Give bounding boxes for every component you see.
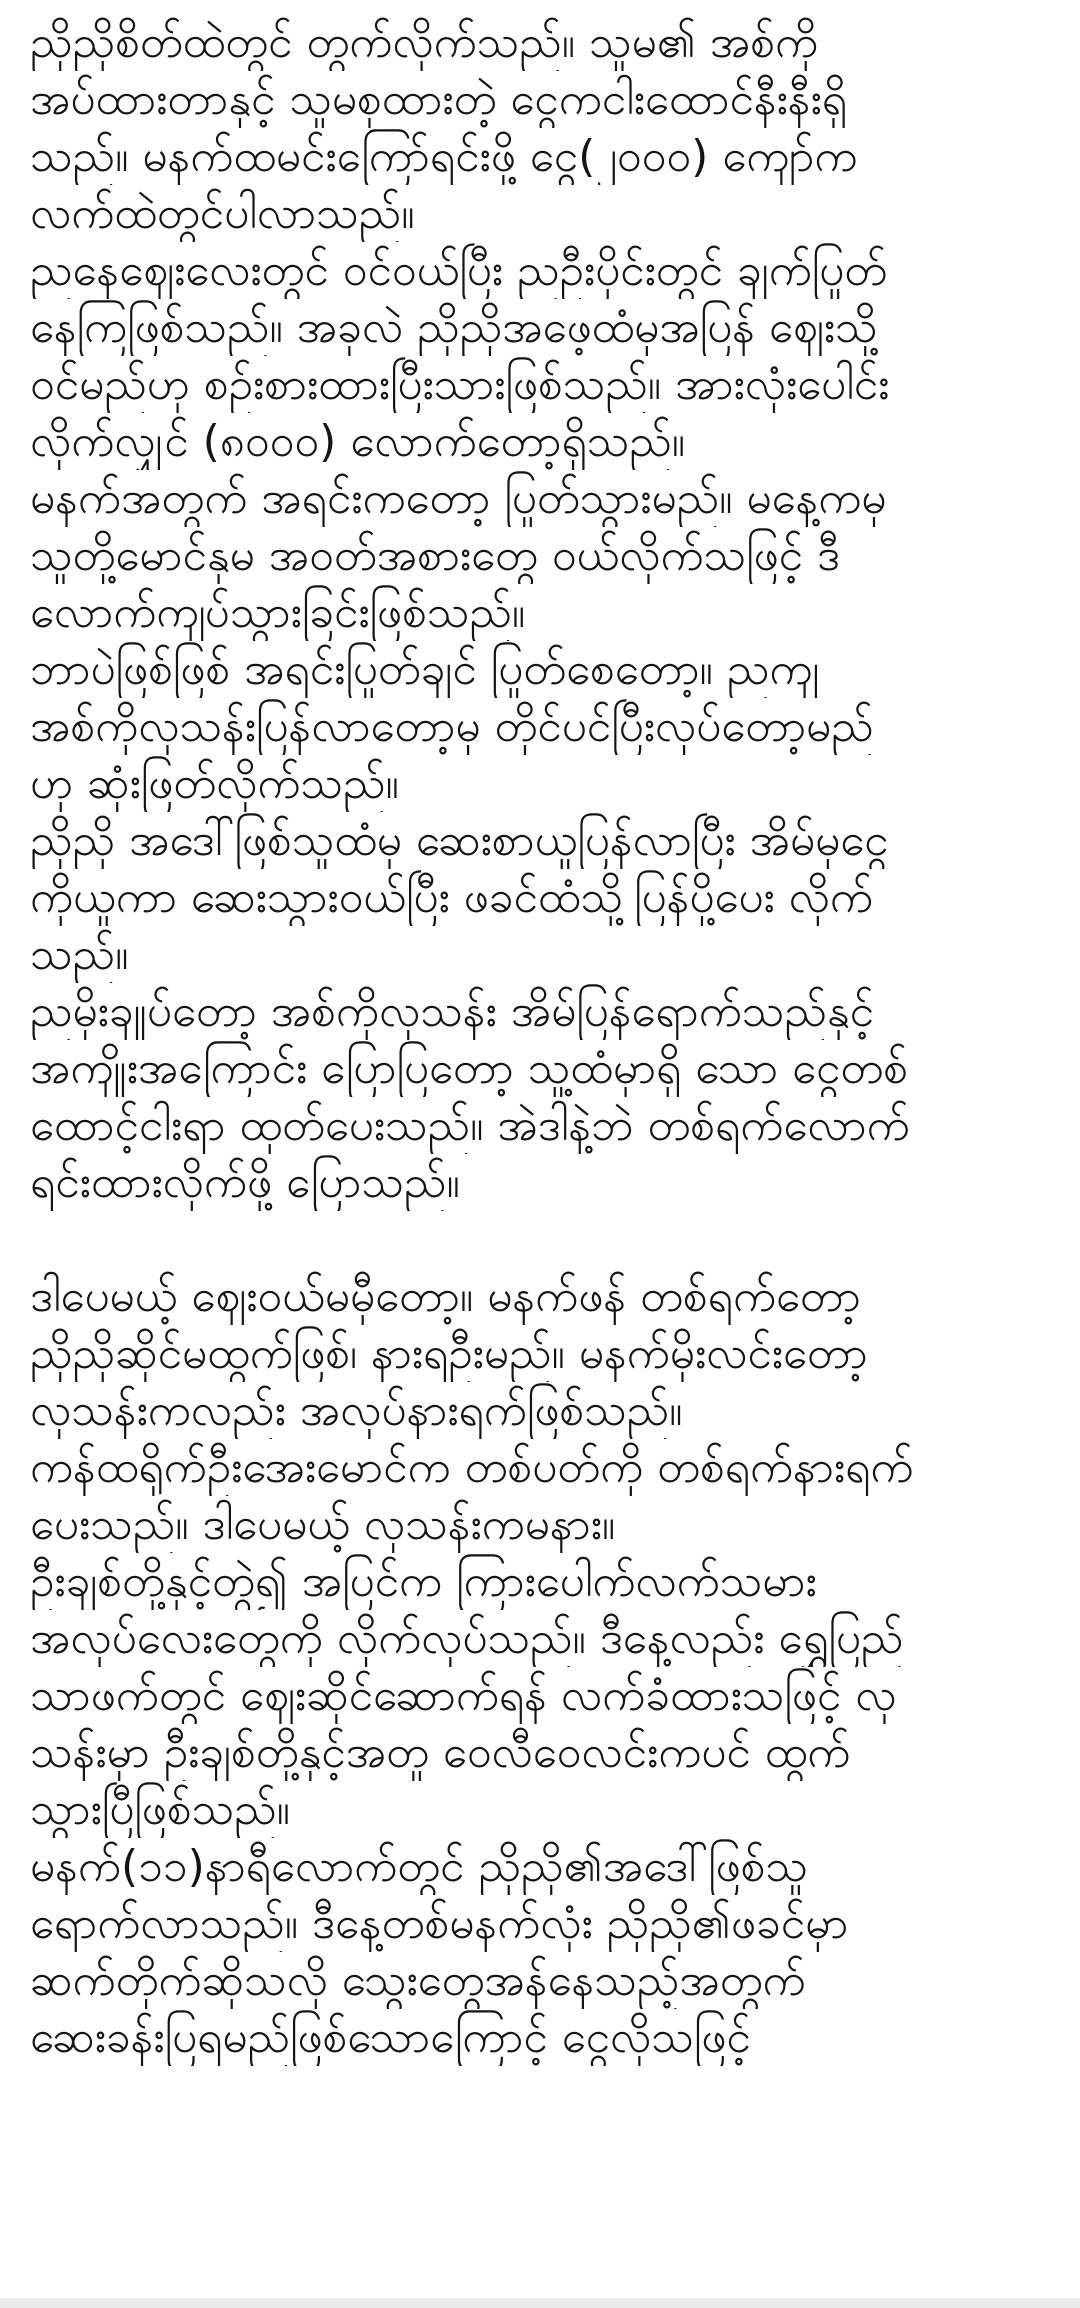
text-line: ရောက်လာသည်။ ဒီနေ့တစ်မနက်လုံး ညိုညို၏ဖခင်မှာ	[30, 1898, 849, 1949]
text-line: မနက်(၁၁)နာရီလောက်တွင် ညိုညို၏အဒေါ်ဖြစ်သူ	[30, 1841, 808, 1892]
text-line: အစ်ကိုလှသန်းပြန်လာတော့မှ တိုင်ပင်ပြီးလုပ်တော့မည်	[30, 701, 874, 752]
text-line: ရင်းထားလိုက်ဖို့ ပြောသည်။	[30, 1157, 460, 1208]
paragraph-gap	[30, 1211, 1050, 1268]
text-line: ကိုယူကာ ဆေးသွားဝယ်ပြီး ဖခင်ထံသို့ပြန်ပို့ပေး လိုက်	[30, 872, 873, 923]
text-line: မနက်အတွက် အရင်းကတော့ ပြုတ်သွားမည်။ မနေ့ကမှ	[30, 473, 887, 524]
text-line: ပေးသည်။ ဒါပေမယ့် လှသန်းကမနား။	[30, 1499, 616, 1550]
text-line: ညမိုးချုပ်တော့ အစ်ကိုလှသန်း အိမ်ပြန်ရောက်သည်နှင့်	[30, 986, 874, 1037]
text-line: ကန်ထရိုက်ဦးအေးမောင်က တစ်ပတ်ကို တစ်ရက်နားရက်	[30, 1442, 914, 1493]
text-line: ဦးချစ်တို့နှင့်တွဲ၍ အပြင်က ကြားပေါက်လက်သမား	[30, 1556, 817, 1607]
text-line: သွားပြီဖြစ်သည်။	[30, 1784, 290, 1835]
text-line: ဆက်တိုက်ဆိုသလို သွေးတွေအန်နေသည့်အတွက်	[30, 1955, 806, 2006]
text-line: ဝင်မည်ဟု စဉ်းစားထားပြီးသားဖြစ်သည်။ အားလုံးပေါင်း	[30, 359, 890, 410]
text-line: ညနေဈေးလေးတွင် ဝင်ဝယ်ပြီး ညဦးပိုင်းတွင် ချက်ပြုတ်	[30, 245, 888, 296]
text-line: အကျိုးအကြောင်း ပြောပြတော့ သူ့ထံမှာရှိ သော ငွေတစ်	[30, 1043, 908, 1094]
text-line: ဆေးခန်းပြရမည်ဖြစ်သောကြောင့် ငွေလိုသဖြင့်	[30, 2012, 751, 2063]
text-line: ညိုညို အဒေါ်ဖြစ်သူထံမှ ဆေးစာယူပြန်လာပြီး အိမ်မှငွေ	[30, 815, 889, 866]
text-line: သာဖက်တွင် ဈေးဆိုင်ဆောက်ရန် လက်ခံထားသဖြင့် လှ	[30, 1670, 897, 1721]
text-line: လိုက်လျှင် (၈၀၀၀) လောက်တော့ရှိသည်။	[30, 416, 686, 467]
text-line: သန်းမှာ ဦးချစ်တို့နှင့်အတူ ဝေလီဝေလင်းကပင် ထွက်	[30, 1727, 851, 1778]
text-line: ညိုညိုဆိုင်မထွက်ဖြစ်၊ နားရဦးမည်။ မနက်မိုးလင်းတော့	[30, 1328, 868, 1379]
text-line: နေကြဖြစ်သည်။ အခုလဲ ညိုညိုအဖေ့ထံမှအပြန် ဈေးသို့	[30, 302, 878, 353]
text-line: သည်။	[30, 929, 129, 980]
text-line: လောက်ကျပ်သွားခြင်းဖြစ်သည်။	[30, 587, 526, 638]
text-line: ဒါပေမယ့် ဈေးဝယ်မမှီတော့။ မနက်ဖန် တစ်ရက်တော့	[30, 1271, 861, 1322]
text-line: ညိုညိုစိတ်ထဲတွင် တွက်လိုက်သည်။ သူမ၏ အစ်ကို	[30, 17, 819, 68]
bottom-scroll-edge	[0, 2298, 1080, 2308]
text-line: အလုပ်လေးတွေကို လိုက်လုပ်သည်။ ဒီနေ့လည်း ရွှေပြည်	[30, 1613, 904, 1664]
text-line: သည်။ မနက်ထမင်းကြော်ရင်းဖို့ ငွေ(၂၀၀၀) ကျော်က	[30, 131, 858, 182]
text-line: လက်ထဲတွင်ပါလာသည်။	[30, 188, 415, 239]
text-line: ဟု ဆုံးဖြတ်လိုက်သည်။	[30, 758, 399, 809]
text-line: လှသန်းကလည်း အလုပ်နားရက်ဖြစ်သည်။	[30, 1385, 683, 1436]
text-line: ဘာပဲဖြစ်ဖြစ် အရင်းပြုတ်ချင် ပြုတ်စေတော့။ ညကျ	[30, 644, 820, 695]
text-line: အပ်ထားတာနှင့် သူမစုထားတဲ့ ငွေကငါးထောင်နီးနီးရှိ	[30, 74, 848, 125]
text-line: ထောင့်ငါးရာ ထုတ်ပေးသည်။ အဲဒါနဲ့ဘဲ တစ်ရက်လောက်	[30, 1100, 910, 1151]
text-line: သူတို့မောင်နှမ အဝတ်အစားတွေ ဝယ်လိုက်သဖြင့် ဒီ	[30, 530, 840, 581]
